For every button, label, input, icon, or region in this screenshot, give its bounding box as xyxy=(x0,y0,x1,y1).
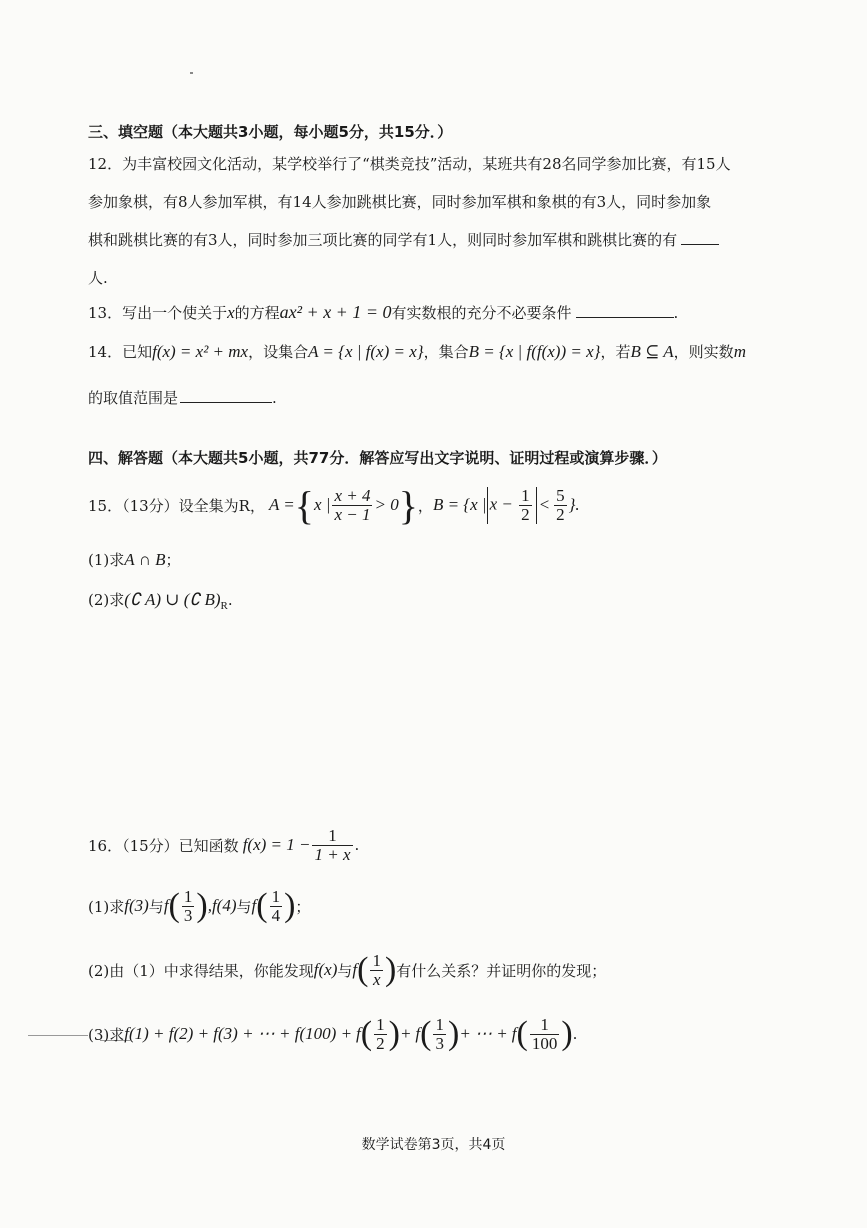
q15-complement-subscript: R xyxy=(220,600,228,612)
q16-expr: f xyxy=(352,960,358,979)
answer-blank[interactable] xyxy=(576,301,674,318)
right-paren: ) xyxy=(384,951,397,988)
left-paren: ( xyxy=(420,1015,432,1052)
q16-plus: + xyxy=(399,1024,412,1043)
fraction-denominator: x − 1 xyxy=(334,504,371,524)
q14-text: ，则实数 xyxy=(673,343,734,361)
q14-condition: B ⊆ A xyxy=(630,342,674,361)
question-14 xyxy=(88,334,778,416)
q12-line-2: 参加象棋，有8人参加军棋，有14人参加跳棋比赛，同时参加军棋和象棋的有3人，同时参加象 xyxy=(88,193,712,211)
q13-suffix: 有实数根的充分不必要条件 xyxy=(391,304,572,322)
q14-line-2 xyxy=(88,380,778,416)
question-12 xyxy=(88,146,778,296)
question-13 xyxy=(88,294,778,331)
q14-set-b: B = {x | f(f(x)) = x} xyxy=(468,342,601,361)
q15-set-a-relation: > 0 xyxy=(374,495,399,514)
answer-blank[interactable] xyxy=(180,386,272,403)
q15-set-b-lhs: B = {x | xyxy=(432,495,487,514)
q15-prefix: 15．（13分）设全集为R， xyxy=(88,496,265,515)
q16-part-1-label: (1)求 xyxy=(88,897,125,916)
fraction-numerator: 1 xyxy=(372,950,381,970)
q15-comma: ， xyxy=(417,496,433,515)
fraction-numerator: x + 4 xyxy=(334,485,371,505)
q16-part-2-end: 有什么关系？并证明你的发现； xyxy=(396,961,607,980)
q15-rhs-fraction xyxy=(554,487,567,524)
q15-abs-value xyxy=(487,487,537,524)
q15-part-1-expr: A ∩ B xyxy=(124,550,166,569)
q15-part-1-end: ； xyxy=(165,551,181,569)
fraction-denominator: 4 xyxy=(271,905,281,925)
q16-fraction xyxy=(374,1016,387,1053)
q15-set-a-lhs: A = xyxy=(268,495,295,514)
q16-part-1 xyxy=(88,880,778,932)
fraction-denominator: 2 xyxy=(521,504,530,524)
q16-separator: , xyxy=(207,896,212,915)
q16-text: 与 xyxy=(337,961,353,980)
fraction-denominator: 2 xyxy=(556,504,565,524)
fraction-numerator: 5 xyxy=(556,485,565,505)
q16-part-3-label: (3)求 xyxy=(88,1025,125,1044)
fraction-numerator: 1 xyxy=(530,1016,560,1035)
q16-prefix: 16．（15分）已知函数 xyxy=(88,836,239,855)
q16-part-2 xyxy=(88,944,778,996)
q16-function-lhs: f(x) = 1 − xyxy=(242,835,311,854)
q15-stem xyxy=(88,480,778,530)
left-paren: ( xyxy=(256,887,268,924)
right-paren: ) xyxy=(388,1015,400,1052)
left-paren: ( xyxy=(360,1015,373,1052)
question-16 xyxy=(88,822,778,1062)
q16-expr: f xyxy=(511,1024,517,1043)
q12-line-1: 12．为丰富校园文化活动，某学校举行了“棋类竞技”活动，某班共有28名同学参加比赛，有15人 xyxy=(88,155,731,173)
left-brace: { xyxy=(294,482,314,528)
right-paren: ) xyxy=(561,1015,573,1052)
q16-fraction xyxy=(530,1016,560,1053)
fraction-denominator: 3 xyxy=(435,1033,444,1053)
q16-expr: f(4) xyxy=(211,896,237,915)
q14-set-a: A = {x | f(x) = x} xyxy=(308,342,424,361)
left-paren: ( xyxy=(168,887,180,924)
q16-part-3 xyxy=(88,1006,778,1062)
q12-line-3-text: 棋和跳棋比赛的有3人，同时参加三项比赛的同学有1人，则同时参加军棋和跳棋比赛的有 xyxy=(88,231,678,249)
q15-abs-expr: x − xyxy=(489,493,513,513)
q15-part-2-end: . xyxy=(227,591,233,609)
q16-stem xyxy=(88,822,778,868)
fraction-denominator: 100 xyxy=(531,1033,558,1053)
q15-part-1 xyxy=(88,542,778,578)
fraction-denominator: 2 xyxy=(376,1033,385,1053)
left-paren: ( xyxy=(357,951,369,988)
q15-set-b-end: }. xyxy=(568,495,580,514)
section-3-heading: 三、填空题（本大题共3小题，每小题5分，共15分．） xyxy=(88,123,453,141)
fraction-numerator: 1 xyxy=(521,485,530,505)
q13-mid: 的方程 xyxy=(234,304,280,322)
q16-fraction xyxy=(433,1016,446,1053)
answer-blank[interactable] xyxy=(681,228,719,245)
q16-fraction xyxy=(370,952,383,989)
q15-part-2-label: (2)求 xyxy=(88,591,125,609)
q12-line-4: 人. xyxy=(88,269,108,287)
right-paren: ) xyxy=(196,887,208,924)
q16-sum-expr: f(1) + f(2) + f(3) + ⋯ + f(100) + xyxy=(124,1024,353,1043)
q16-expr: f(x) xyxy=(313,960,338,979)
left-paren: ( xyxy=(516,1015,528,1052)
q16-ellipsis: + ⋯ + xyxy=(459,1024,508,1043)
q16-text: 与 xyxy=(148,897,164,916)
fraction-numerator: 1 xyxy=(312,827,352,846)
fraction-numerator: 1 xyxy=(376,1014,385,1034)
q16-expr: f xyxy=(356,1024,361,1043)
q14-var: m xyxy=(733,342,746,361)
q15-set-a-var: x | xyxy=(313,495,331,514)
q14-text: ，设集合 xyxy=(248,343,309,361)
fraction-numerator: 1 xyxy=(435,1014,444,1034)
q13-prefix: 13．写出一个使关于 xyxy=(88,304,228,322)
right-brace: } xyxy=(398,482,418,528)
q15-part-1-label: (1)求 xyxy=(88,551,125,569)
right-paren: ) xyxy=(284,887,296,924)
scan-speck xyxy=(190,72,193,74)
fraction-numerator: 1 xyxy=(183,886,193,906)
q16-fraction xyxy=(182,888,195,925)
q14-text: ，集合 xyxy=(423,343,469,361)
q16-function-fraction xyxy=(312,827,352,864)
q15-set-a-fraction xyxy=(332,487,372,524)
q14-end: . xyxy=(272,389,277,407)
q16-part-3-end: . xyxy=(572,1025,578,1043)
right-paren: ) xyxy=(447,1015,460,1052)
q16-part-1-end: ； xyxy=(295,897,311,916)
q14-line-2-text: 的取值范围是 xyxy=(88,389,179,407)
fraction-denominator: x xyxy=(372,969,381,989)
q15-set-b-relation: < xyxy=(538,495,551,514)
question-15 xyxy=(88,480,778,624)
q13-end: . xyxy=(673,304,679,322)
q16-part-2-label: (2)由（1）中求得结果，你能发现 xyxy=(88,961,314,980)
fraction-numerator: 1 xyxy=(271,886,281,906)
q15-part-2-expr: (∁ A) ∪ (∁ B) xyxy=(124,590,221,609)
q15-part-2 xyxy=(88,582,778,624)
q16-text: 与 xyxy=(236,897,252,916)
section-4-heading: 四、解答题（本大题共5小题，共77分．解答应写出文字说明、证明过程或演算步骤．） xyxy=(88,449,667,467)
q13-var: x xyxy=(227,303,235,322)
q16-expr: f xyxy=(251,896,257,915)
q12-line-3 xyxy=(88,222,778,258)
scan-mark xyxy=(28,1035,88,1036)
fraction-denominator: 3 xyxy=(183,905,193,925)
q14-prefix: 14．已知 xyxy=(88,343,153,361)
q14-line-1 xyxy=(88,334,778,370)
q13-equation: ax² + x + 1 = 0 xyxy=(279,302,392,322)
q16-function-end: . xyxy=(354,836,360,854)
q14-function: f(x) = x² + mx xyxy=(152,342,249,361)
q15-abs-fraction xyxy=(519,487,532,524)
q16-fraction xyxy=(270,888,283,925)
q16-expr: f xyxy=(163,896,169,915)
q16-expr: f(3) xyxy=(124,896,149,915)
q14-text: ，若 xyxy=(600,343,631,361)
q16-expr: f xyxy=(415,1024,421,1043)
page-footer: 数学试卷第3页，共4页 xyxy=(361,1137,506,1153)
fraction-denominator: 1 + x xyxy=(314,844,351,864)
